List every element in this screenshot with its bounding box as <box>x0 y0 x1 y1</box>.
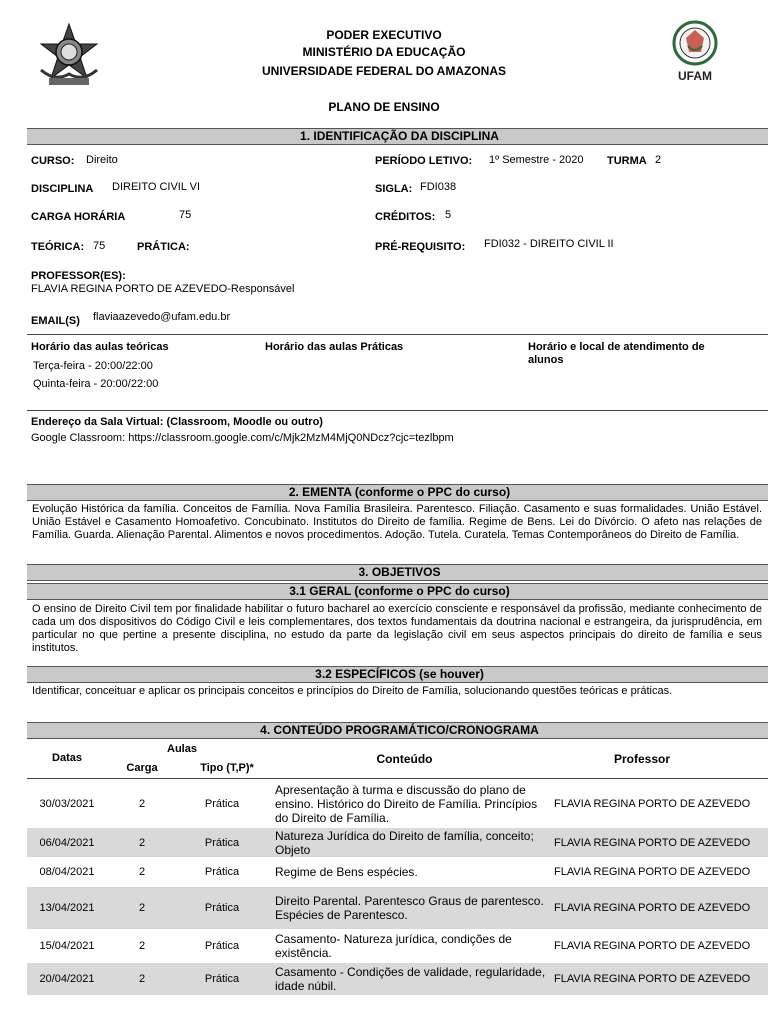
row-date: 08/04/2021 <box>39 866 95 878</box>
row-conteudo: Regime de Bens espécies. <box>275 865 418 879</box>
email-label: EMAIL(S) <box>31 315 80 327</box>
row-conteudo: Casamento - Condições de validade, regularidade, idade núbil. <box>267 963 550 995</box>
header-line-university: UNIVERSIDADE FEDERAL DO AMAZONAS <box>261 64 506 78</box>
row-carga: 2 <box>107 963 177 995</box>
row-tipo: Prática <box>204 940 240 952</box>
horario-praticas-label: Horário das aulas Práticas <box>265 341 404 353</box>
teorica-value: 75 <box>93 240 106 252</box>
document-title: PLANO DE ENSINO <box>328 100 440 114</box>
row-professor: FLAVIA REGINA PORTO DE AZEVEDO <box>550 828 768 857</box>
row-carga: 2 <box>138 866 146 878</box>
curso-value: Direito <box>86 154 118 166</box>
table-row <box>27 828 768 857</box>
col-header-aulas: Aulas <box>167 743 197 755</box>
row-carga: 2 <box>138 798 146 810</box>
row-professor: FLAVIA REGINA PORTO DE AZEVEDO <box>554 798 751 810</box>
col-header-conteudo: Conteúdo <box>376 752 433 766</box>
row-tipo: Prática <box>177 887 267 929</box>
section-3-1-title: 3.1 GERAL (conforme o PPC do curso) <box>27 583 768 600</box>
sala-virtual-label: Endereço da Sala Virtual: (Classroom, Moodle ou outro) <box>31 416 323 428</box>
row-professor: FLAVIA REGINA PORTO DE AZEVEDO <box>554 866 751 878</box>
row-carga: 2 <box>138 940 146 952</box>
horario-atendimento-label: Horário e local de atendimento de alunos <box>528 341 705 366</box>
row-date: 13/04/2021 <box>27 887 107 929</box>
carga-horaria-label: CARGA HORÁRIA <box>31 211 126 223</box>
periodo-value: 1º Semestre - 2020 <box>489 154 584 166</box>
row-carga: 2 <box>107 887 177 929</box>
row-date: 30/03/2021 <box>39 798 95 810</box>
col-header-carga: Carga <box>126 762 158 774</box>
prerequisito-label: PRÉ-REQUISITO: <box>375 241 466 253</box>
pratica-label: PRÁTICA: <box>137 241 190 253</box>
objetivos-especificos-text: Identificar, conceituar e aplicar os principais conceitos e princípios do Direito de Família, solucionando questões teóricas e práticas. <box>32 685 673 697</box>
row-conteudo: Natureza Jurídica do Direito de família, conceito; Objeto <box>267 828 550 857</box>
row-professor: FLAVIA REGINA PORTO DE AZEVEDO <box>550 963 768 995</box>
ufam-logo-text: UFAM <box>678 69 712 83</box>
horario-teoricas-label: Horário das aulas teóricas <box>31 341 169 353</box>
row-conteudo: Direito Parental. Parentesco Graus de parentesco. Espécies de Parentesco. <box>267 887 550 929</box>
row-tipo: Prática <box>204 866 240 878</box>
creditos-label: CRÉDITOS: <box>375 211 436 223</box>
disciplina-value: DIREITO CIVIL VI <box>112 181 201 193</box>
turma-label: TURMA <box>607 155 647 167</box>
header-line-ministry: MINISTÉRIO DA EDUCAÇÃO <box>302 45 466 59</box>
divider <box>27 778 768 779</box>
sala-virtual-link[interactable]: Google Classroom: https://classroom.google.com/c/Mjk2MzM4MjQ0NDcz?cjc=tezlbpm <box>31 432 454 444</box>
professor-label: PROFESSOR(ES): <box>31 270 126 282</box>
horario-teoricas-item: Terça-feira - 20:00/22:00 <box>33 360 153 372</box>
ementa-text: Evolução Histórica da família. Conceitos de Família. Nova Família Brasileira. Parentesco. Filiação. Casamento e suas formalidades. União Estável. União Estável e Casamento Homoafetivo. Concubinato. Institutos do Direito de família. Regime de Bens. Lei do Divórcio. O afeto nas relações de Família. Guarda. Alienação Parental. Alimentos e novos procedimentos. Adoção. Tutela. Curatela. Temas Contemporâneos do Direito de Família. <box>32 503 762 541</box>
divider <box>27 410 768 411</box>
row-date: 06/04/2021 <box>27 828 107 857</box>
row-tipo: Prática <box>177 828 267 857</box>
row-conteudo: Casamento- Natureza jurídica, condições de existência. <box>275 932 512 960</box>
col-header-tipo: Tipo (T,P)* <box>200 762 254 774</box>
col-header-datas: Datas <box>52 752 82 764</box>
row-conteudo: Apresentação à turma e discussão do plano de ensino. Histórico do Direito de Família. Princípios do Direito de Família. <box>275 783 538 825</box>
disciplina-label: DISCIPLINA <box>31 183 94 195</box>
row-carga: 2 <box>107 828 177 857</box>
section-4-title: 4. CONTEÚDO PROGRAMÁTICO/CRONOGRAMA <box>27 722 768 739</box>
row-tipo: Prática <box>204 798 240 810</box>
professor-value: FLAVIA REGINA PORTO DE AZEVEDO-Responsável <box>31 283 295 295</box>
objetivo-geral-text: O ensino de Direito Civil tem por finalidade habilitar o futuro bacharel ao exercício consciente e responsável da profissão, mediante conhecimento de cada um dos dispositivos do Código Civil e leis complementares, dos textos fundamentais da doutrina nacional e estrangeira, da jurisprudência, em particular no que pertine a presente disciplina, no estudo da parte da legislação civil em seus aspectos principais do direito de família e seus institutos. <box>32 603 762 654</box>
sigla-value: FDI038 <box>420 181 457 193</box>
col-header-professor: Professor <box>613 752 671 766</box>
periodo-label: PERÍODO LETIVO: <box>375 155 473 167</box>
table-row <box>27 963 768 995</box>
section-1-title: 1. IDENTIFICAÇÃO DA DISCIPLINA <box>27 128 768 145</box>
table-row <box>27 887 768 929</box>
turma-value: 2 <box>655 154 662 166</box>
row-date: 15/04/2021 <box>39 940 95 952</box>
email-value: flaviaazevedo@ufam.edu.br <box>93 311 231 323</box>
horario-teoricas-item: Quinta-feira - 20:00/22:00 <box>33 378 159 390</box>
header-line-executive: PODER EXECUTIVO <box>326 28 442 42</box>
row-professor: FLAVIA REGINA PORTO DE AZEVEDO <box>554 940 751 952</box>
teorica-label: TEÓRICA: <box>31 241 85 253</box>
cronograma-table <box>27 780 768 995</box>
row-date: 20/04/2021 <box>27 963 107 995</box>
section-3-title: 3. OBJETIVOS <box>27 564 768 581</box>
section-3-2-title: 3.2 ESPECÍFICOS (se houver) <box>27 666 768 683</box>
table-row <box>27 929 768 963</box>
sigla-label: SIGLA: <box>375 183 413 195</box>
row-professor: FLAVIA REGINA PORTO DE AZEVEDO <box>550 887 768 929</box>
section-2-title: 2. EMENTA (conforme o PPC do curso) <box>27 484 768 501</box>
divider <box>27 334 768 335</box>
prerequisito-value: FDI032 - DIREITO CIVIL II <box>484 238 614 250</box>
table-row <box>27 857 768 887</box>
curso-label: CURSO: <box>31 155 75 167</box>
row-tipo: Prática <box>177 963 267 995</box>
table-row <box>27 780 768 828</box>
carga-horaria-value: 75 <box>179 209 192 221</box>
creditos-value: 5 <box>445 209 452 221</box>
